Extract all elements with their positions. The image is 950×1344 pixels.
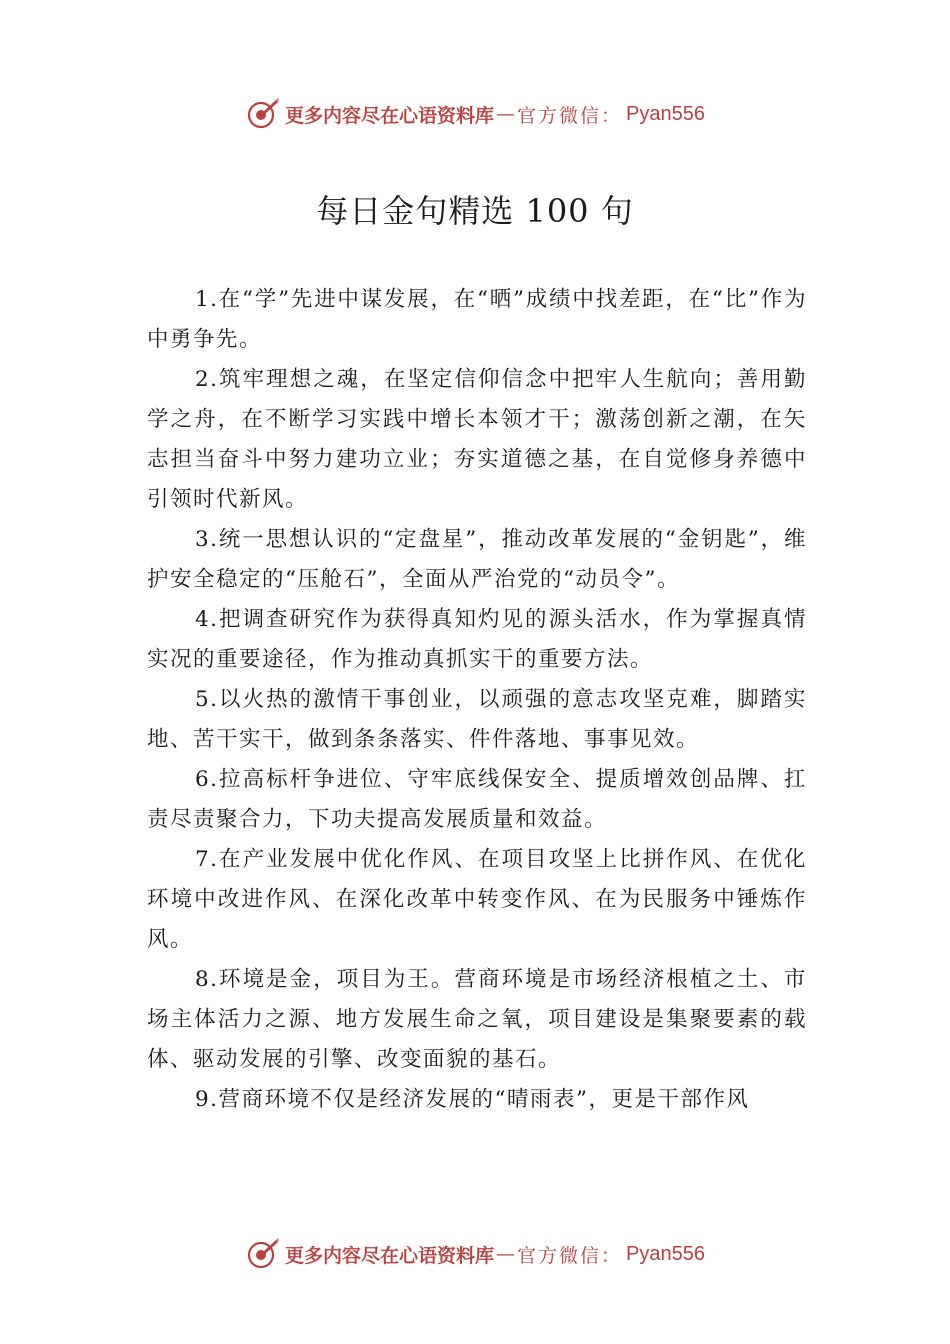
banner-official-label: 官方微信： — [517, 104, 623, 127]
banner-wechat-id: Pyan556 — [626, 1242, 705, 1265]
pen-logo-icon — [245, 1237, 279, 1271]
quote-paragraph: 9.营商环境不仅是经济发展的“晴雨表”，更是干部作风 — [195, 1087, 750, 1112]
quote-paragraph: 1.在“学”先进中谋发展，在“晒”成绩中找差距，在“比”作为中勇争先。 — [147, 287, 807, 352]
banner-brand: 更多内容尽在心语资料库 — [285, 104, 495, 127]
footer-banner — [0, 1234, 950, 1274]
banner-official-label: 官方微信： — [517, 1244, 623, 1267]
banner-dash: — — [496, 103, 516, 125]
banner-brand: 更多内容尽在心语资料库 — [285, 1244, 495, 1267]
quote-paragraph: 2.筑牢理想之魂，在坚定信仰信念中把牢人生航向；善用勤学之舟，在不断学习实践中增长本领才干；激荡创新之潮，在矢志担当奋斗中努力建功立业；夯实道德之基，在自觉修身养德中引领时代新风。 — [147, 367, 807, 512]
quote-paragraph: 3.统一思想认识的“定盘星”，推动改革发展的“金钥匙”，维护安全稳定的“压舱石”，全面从严治党的“动员令”。 — [147, 527, 807, 592]
quote-paragraph: 6.拉高标杆争进位、守牢底线保安全、提质增效创品牌、扛责尽责聚合力，下功夫提高发展质量和效益。 — [147, 767, 807, 832]
banner-wechat-id: Pyan556 — [626, 102, 705, 125]
banner-dash: — — [496, 1243, 516, 1265]
header-banner — [0, 94, 950, 134]
quote-paragraph: 5.以火热的激情干事创业，以顽强的意志攻坚克难，脚踏实地、苦干实干，做到条条落实、件件落地、事事见效。 — [147, 687, 807, 752]
quote-paragraph: 4.把调查研究作为获得真知灼见的源头活水，作为掌握真情实况的重要途径，作为推动真抓实干的重要方法。 — [147, 607, 807, 672]
quote-paragraph: 7.在产业发展中优化作风、在项目攻坚上比拼作风、在优化环境中改进作风、在深化改革中转变作风、在为民服务中锤炼作风。 — [147, 847, 807, 952]
quote-paragraph: 8.环境是金，项目为王。营商环境是市场经济根植之土、市场主体活力之源、地方发展生命之氧，项目建设是集聚要素的载体、驱动发展的引擎、改变面貌的基石。 — [147, 967, 807, 1072]
document-body — [147, 280, 807, 1120]
pen-logo-icon — [245, 97, 279, 131]
document-title: 每日金句精选 100 句 — [316, 192, 634, 230]
